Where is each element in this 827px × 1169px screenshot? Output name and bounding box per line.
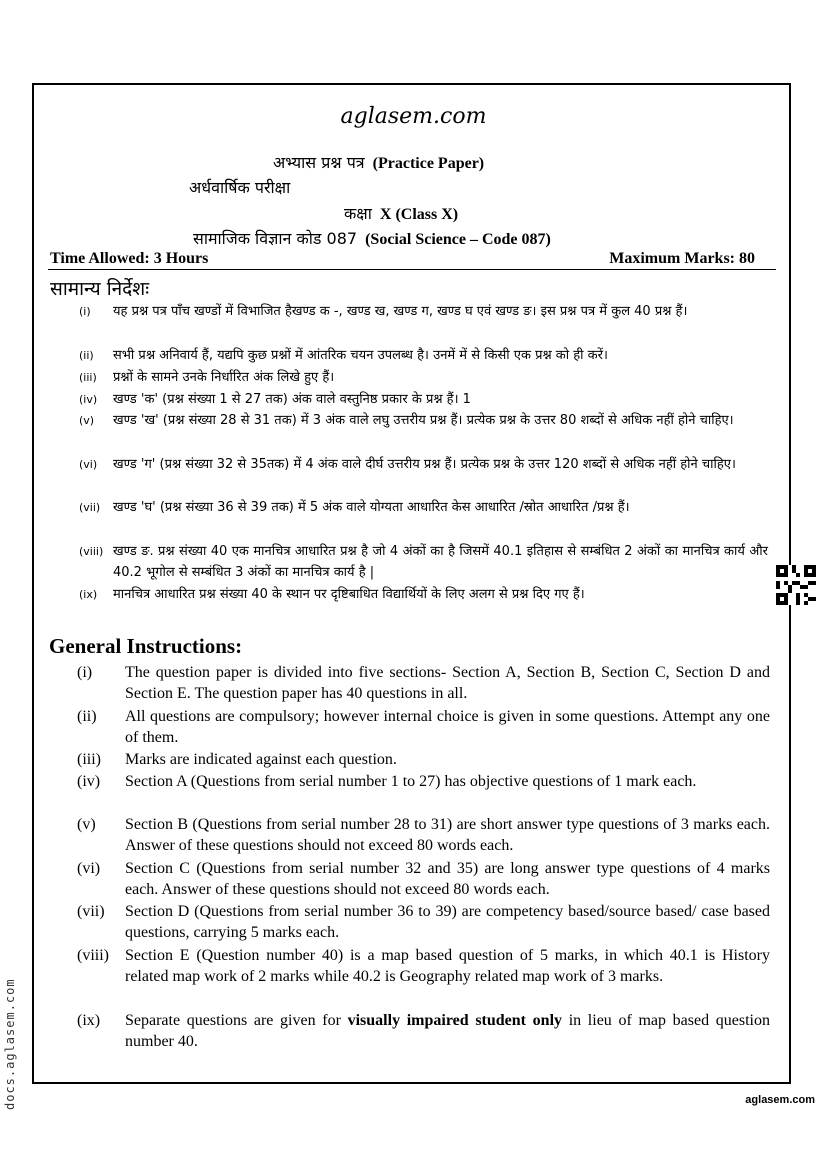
subject-english: (Social Science – Code 087) bbox=[365, 231, 551, 248]
item-number: (vi) bbox=[79, 458, 98, 471]
hindi-instruction-item bbox=[77, 497, 768, 518]
class-hindi: कक्षा bbox=[344, 204, 372, 223]
english-instruction-item bbox=[77, 706, 770, 748]
class-english: X (Class X) bbox=[379, 206, 459, 223]
item-number: (iii) bbox=[77, 751, 101, 768]
header-line-practice-paper bbox=[273, 151, 484, 173]
item-text: खण्ड 'ख' (प्रश्न संख्या 28 से 31 तक) में 3 अंक वाले लघु उत्तरीय प्रश्न हैं। प्रत्येक प्रश्न के उत्तर 80 शब्दों से अधिक नहीं होने चाहिए। bbox=[113, 413, 734, 428]
header-line-class bbox=[344, 202, 458, 224]
hindi-instruction-item bbox=[77, 367, 768, 388]
item-text: यह प्रश्न पत्र पाँच खण्डों में विभाजित हैखण्ड क -, खण्ड ख, खण्ड ग, खण्ड घ एवं खण्ड ङ। इस प्रश्न पत्र में कुल 40 प्रश्न हैं। bbox=[113, 304, 688, 319]
item-text: प्रश्नों के सामने उनके निर्धारित अंक लिखे हुए हैं। bbox=[113, 370, 335, 385]
english-instruction-item bbox=[77, 771, 770, 792]
header-line-exam-name bbox=[189, 176, 290, 198]
item-text: All questions are compulsory; however internal choice is given in some questions. Attempt any one of them. bbox=[125, 708, 770, 746]
footer-brand: aglasem.com bbox=[745, 1094, 815, 1106]
item-text: Section C (Questions from serial number 32 and 35) are long answer type questions of 4 marks each. Answer of these questions should not exceed 80 words each. bbox=[125, 860, 770, 898]
item-text: खण्ड 'क' (प्रश्न संख्या 1 से 27 तक) अंक वाले वस्तुनिष्ठ प्रकार के प्रश्न हैं। 1 bbox=[113, 392, 471, 407]
item-text: सभी प्रश्न अनिवार्य हैं, यद्यपि कुछ प्रश्नों में आंतरिक चयन उपलब्ध है। उनमें में से किसी एक प्रश्न को ही करें। bbox=[113, 348, 608, 363]
item-text-post: in lieu of map based question number 40. bbox=[125, 1012, 770, 1050]
item-number: (iv) bbox=[77, 773, 101, 790]
item-text: मानचित्र आधारित प्रश्न संख्या 40 के स्थान पर दृष्टिबाधित विद्यार्थियों के लिए अलग से प्रश्न दिए गए हैं। bbox=[113, 587, 585, 602]
item-text: Section D (Questions from serial number 36 to 39) are competency based/source based/ case based questions, carrying 5 marks each. bbox=[125, 903, 770, 941]
item-number: (ii) bbox=[77, 708, 97, 725]
item-number: (iii) bbox=[79, 371, 97, 384]
item-text: Section B (Questions from serial number 28 to 31) are short answer type questions of 3 marks each. Answer of these questions should not exceed 80 words each. bbox=[125, 816, 770, 854]
header-line-subject bbox=[193, 227, 551, 249]
item-number: (v) bbox=[79, 414, 95, 427]
item-number: (vi) bbox=[77, 860, 101, 877]
hindi-instruction-item bbox=[77, 541, 768, 583]
brand-logo-text: aglasem.com bbox=[340, 104, 487, 129]
item-number: (v) bbox=[77, 816, 96, 833]
header-divider bbox=[48, 269, 776, 270]
subject-hindi: सामाजिक विज्ञान कोड 087 bbox=[193, 229, 358, 248]
item-text: Marks are indicated against each question. bbox=[125, 751, 397, 768]
item-text: खण्ड 'ग' (प्रश्न संख्या 32 से 35तक) में 4 अंक वाले दीर्घ उत्तरीय प्रश्न हैं। प्रत्येक प्रश्न के उत्तर 120 शब्दों से अधिक नहीं होने चाहिए। bbox=[113, 457, 736, 472]
item-text: Section A (Questions from serial number 1 to 27) has objective questions of 1 mark each. bbox=[125, 773, 697, 790]
hindi-instruction-item bbox=[77, 301, 768, 322]
english-instruction-item bbox=[77, 1010, 770, 1052]
item-number: (ix) bbox=[79, 588, 98, 601]
english-instruction-item bbox=[77, 662, 770, 704]
practice-paper-english: (Practice Paper) bbox=[372, 155, 485, 172]
item-number: (vii) bbox=[77, 903, 105, 920]
item-text: The question paper is divided into five sections- Section A, Section B, Section C, Section D and Section E. The question paper has 40 questions in all. bbox=[125, 664, 770, 702]
maximum-marks: Maximum Marks: 80 bbox=[609, 250, 755, 267]
item-number: (i) bbox=[77, 664, 93, 681]
item-number: (ii) bbox=[79, 349, 94, 362]
item-number: (vii) bbox=[79, 501, 101, 514]
english-instructions-heading: General Instructions: bbox=[49, 634, 243, 658]
item-number: (i) bbox=[79, 305, 91, 318]
hindi-instruction-item bbox=[77, 454, 768, 475]
english-instruction-item bbox=[77, 945, 770, 987]
hindi-instruction-item bbox=[77, 389, 768, 410]
hindi-instruction-item bbox=[77, 345, 768, 366]
qr-code-icon bbox=[776, 565, 816, 605]
english-instruction-item bbox=[77, 749, 770, 770]
item-text: खण्ड 'घ' (प्रश्न संख्या 36 से 39 तक) में 5 अंक वाले योग्यता आधारित केस आधारित /स्रोत आधारित /प्रश्न हैं। bbox=[113, 500, 630, 515]
time-allowed: Time Allowed: 3 Hours bbox=[50, 250, 209, 267]
item-text: खण्ड ङ. प्रश्न संख्या 40 एक मानचित्र आधारित प्रश्न है जो 4 अंकों का है जिसमें 40.1 इतिहास से सम्बंधित 2 अंकों का मानचित्र कार्य और 40.2 भूगोल से सम्बंधित 3 अंकों का मानचित्र कार्य है | bbox=[113, 544, 768, 580]
item-number: (viii) bbox=[77, 947, 109, 964]
hindi-instruction-item bbox=[77, 410, 768, 431]
practice-paper-hindi: अभ्यास प्रश्न पत्र bbox=[273, 153, 365, 172]
item-text: Section E (Question number 40) is a map based question of 5 marks, in which 40.1 is History related map work of 2 marks while 40.2 is Geography related map work of 3 marks. bbox=[125, 947, 770, 985]
item-text-emphasis: visually impaired student only bbox=[347, 1012, 563, 1029]
item-number: (ix) bbox=[77, 1012, 101, 1029]
exam-name-hindi: अर्धवार्षिक परीक्षा bbox=[189, 178, 291, 197]
english-instruction-item bbox=[77, 814, 770, 856]
item-text bbox=[125, 1010, 770, 1052]
item-number: (viii) bbox=[79, 545, 104, 558]
hindi-instructions-heading: सामान्य निर्देशः bbox=[50, 278, 150, 300]
item-text-pre: Separate questions are given for bbox=[125, 1012, 348, 1029]
hindi-instruction-item bbox=[77, 584, 768, 605]
item-number: (iv) bbox=[79, 393, 98, 406]
english-instruction-item bbox=[77, 858, 770, 900]
side-watermark: docs.aglasem.com bbox=[3, 978, 17, 1110]
english-instruction-item bbox=[77, 901, 770, 943]
